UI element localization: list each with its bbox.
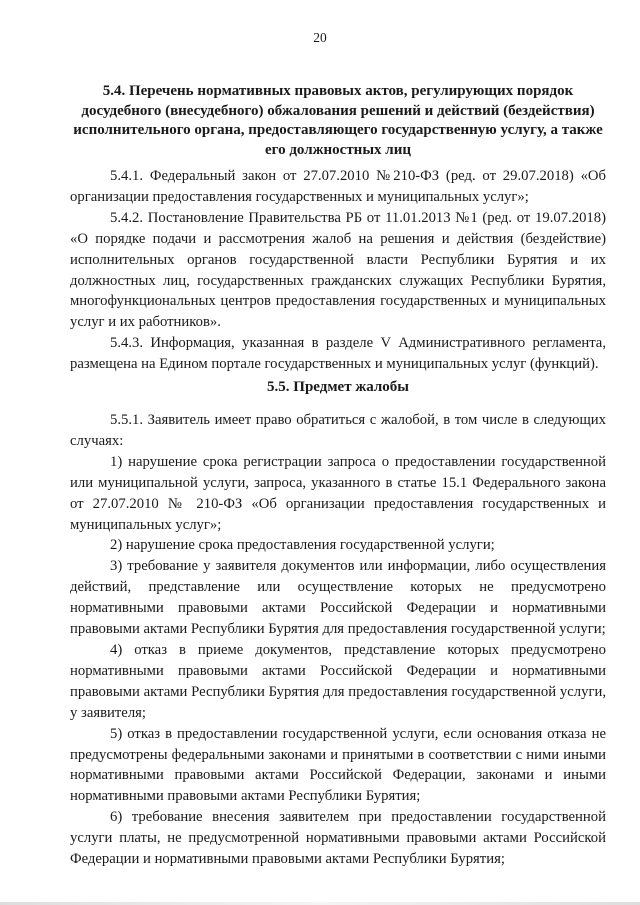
- paragraph-5-4-3: 5.4.3. Информация, указанная в разделе V Административного регламента, размещена на Едином портале государственных и муниципальных услуг (функций).: [70, 335, 606, 373]
- paragraph-5-5-1: 5.5.1. Заявитель имеет право обратиться с жалобой, в том числе в следующих случаях:: [70, 412, 606, 449]
- section-5-4-heading: 5.4. Перечень нормативных правовых актов, регулирующих порядок досудебного (внесудебного) обжалования решений и действий (бездействия) исполнительного органа, предоставляющего государственную услугу, а также его должностных лиц: [73, 83, 603, 158]
- list-item-6: 6) требование внесения заявителем при предоставлении государственной услуги платы, не предусмотренной нормативными правовыми актами Российской Федерации и нормативными правовыми актами Республики Бурятия;: [70, 809, 606, 868]
- paragraph-5-4-2: 5.4.2. Постановление Правительства РБ от 11.01.2013 №1 (ред. от 19.07.2018) «О порядке подачи и рассмотрения жалоб на решения и действия (бездействие) исполнительных органов государственной власти Республики Бурятия и их должностных лиц, государственных гражданских служащих Республики Бурятия, многофункциональных центров предоставления государственных и муниципальных услуг и их работников».: [70, 209, 606, 331]
- paragraph-5-4-1: 5.4.1. Федеральный закон от 27.07.2010 №210-ФЗ (ред. от 29.07.2018) «Об организации предоставления государственных и муниципальных услуг»;: [70, 168, 606, 205]
- list-item-2: 2) нарушение срока предоставления государственной услуги;: [110, 537, 495, 554]
- section-5-5-heading: 5.5. Предмет жалобы: [267, 379, 409, 395]
- list-item-3: 3) требование у заявителя документов или информации, либо осуществления действий, представление или осуществление которых не предусмотрено нормативными правовыми актами Российской Федерации и нормативными правовыми актами Республики Бурятия для предоставления государственной услуги;: [70, 558, 606, 638]
- list-item-4: 4) отказ в приеме документов, представление которых предусмотрено нормативными правовыми актами Российской Федерации и нормативными правовыми актами Республики Бурятия для предоставления государственной услуги, у заявителя;: [70, 641, 606, 721]
- list-item-1: 1) нарушение срока регистрации запроса о предоставлении государственной или муниципальной услуги, запроса, указанного в статье 15.1 Федерального закона от 27.07.2010 № 210-ФЗ «Об организации предоставления государственных и муниципальных услуг»;: [70, 453, 606, 533]
- section-5-5-body: [70, 410, 606, 870]
- section-5-4-body: [70, 166, 606, 375]
- list-item-5: 5) отказ в предоставлении государственной услуги, если основания отказа не предусмотрены федеральными законами и принятыми в соответствии с ними иными нормативными правовыми актами Российской Федерации, законами и иными нормативными правовыми актами Республики Бурятия;: [70, 725, 606, 805]
- page-number: 20: [313, 30, 327, 45]
